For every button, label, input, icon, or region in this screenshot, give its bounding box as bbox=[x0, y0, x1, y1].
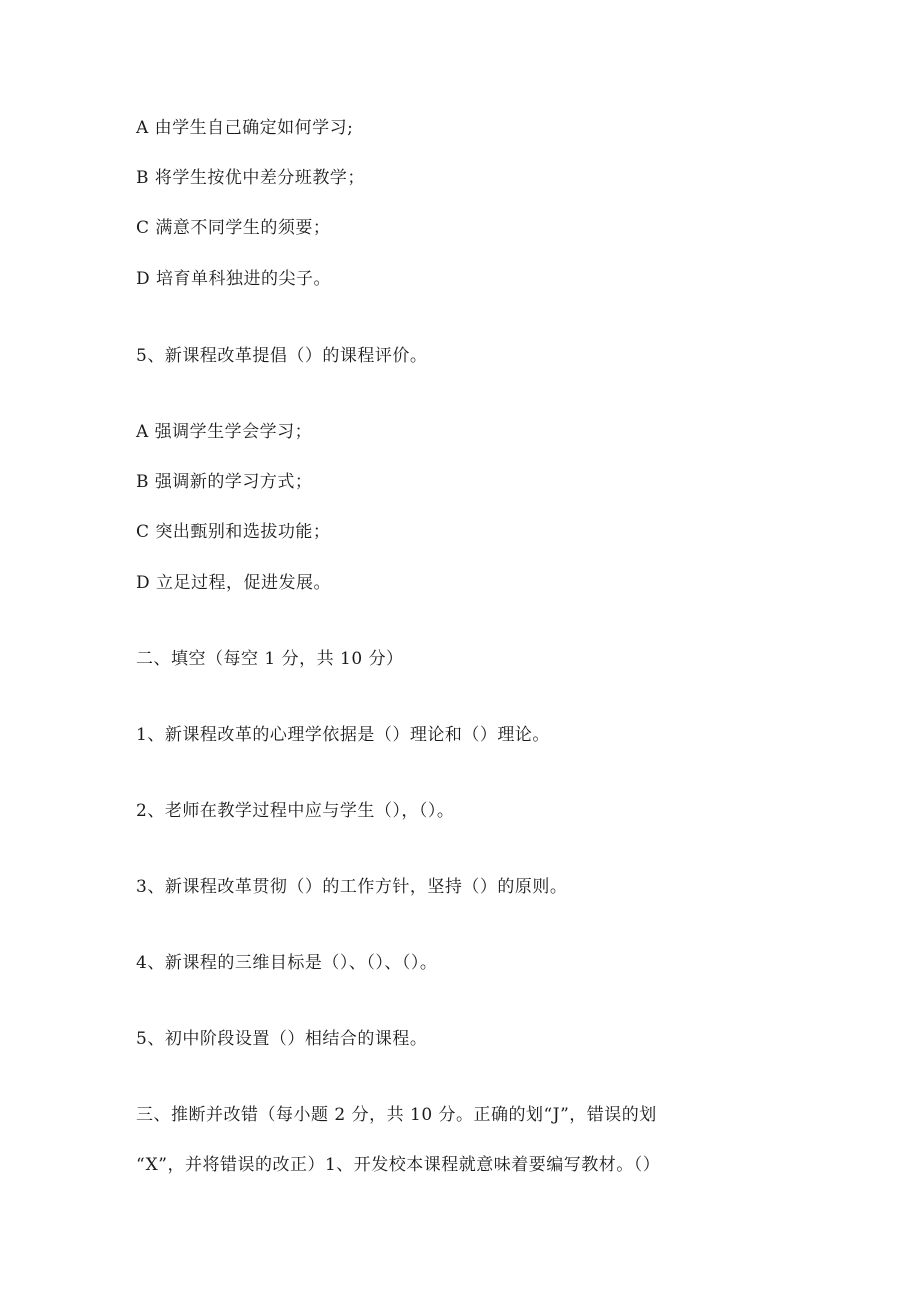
option-c-q4: C 满意不同学生的须要； bbox=[136, 218, 331, 238]
fill-question-5: 5、初中阶段设置（）相结合的课程。 bbox=[136, 1029, 428, 1049]
fill-question-4: 4、新课程的三维目标是（）、（）、（）。 bbox=[136, 953, 438, 973]
section-judge-heading-cont: “X”，并将错误的改正）1、开发校本课程就意味着要编写教材。（） bbox=[136, 1155, 661, 1175]
option-a-q5: A 强调学生学会学习； bbox=[136, 422, 313, 442]
fill-question-2: 2、老师在教学过程中应与学生（），（）。 bbox=[136, 801, 455, 821]
option-d-q5: D 立足过程，促进发展。 bbox=[136, 573, 332, 593]
section-judge-heading: 三、推断并改错（每小题 2 分，共 10 分。正确的划“J”，错误的划 bbox=[136, 1105, 657, 1125]
option-b-q4: B 将学生按优中差分班教学； bbox=[136, 168, 365, 188]
option-b-q5: B 强调新的学习方式； bbox=[136, 472, 313, 492]
option-c-q5: C 突出甄别和选拔功能； bbox=[136, 522, 331, 542]
fill-question-1: 1、新课程改革的心理学依据是（）理论和（）理论。 bbox=[136, 725, 550, 745]
option-a-q4: A 由学生自己确定如何学习; bbox=[136, 118, 354, 138]
section-fill-blank-heading: 二、填空（每空 1 分，共 10 分） bbox=[136, 649, 404, 669]
question-5: 5、新课程改革提倡（）的课程评价。 bbox=[136, 346, 428, 366]
fill-question-3: 3、新课程改革贯彻（）的工作方针，坚持（）的原则。 bbox=[136, 877, 568, 897]
option-d-q4: D 培育单科独进的尖子。 bbox=[136, 269, 332, 289]
